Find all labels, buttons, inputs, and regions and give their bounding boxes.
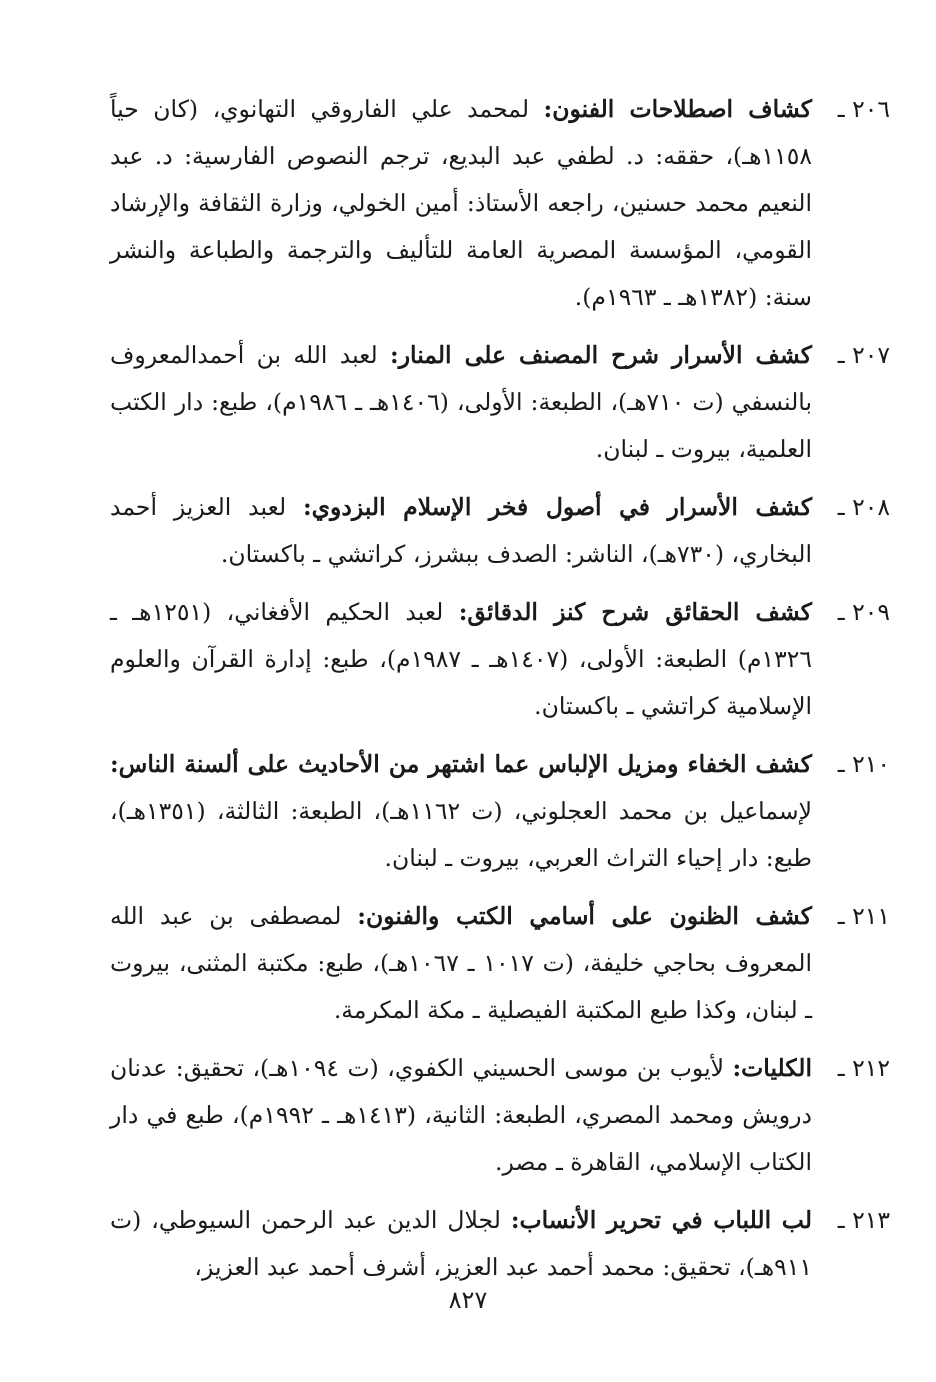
entry-body: لمصطفى بن عبد الله المعروف بحاجي خليفة، (ت ١٠١٧ ـ ١٠٦٧هـ)، طبع: مكتبة المثنى، بيروت ـ لبنان، وكذا طبع المكتبة الفيصلية ـ مكة المكرمة. — [110, 902, 812, 1024]
bibliography-entry — [110, 893, 890, 1034]
entry-number: ٢٠٩ ـ — [837, 598, 890, 626]
page-number: ٨٢٧ — [448, 1286, 488, 1314]
entry-title: كشف الأسرار شرح المصنف على المنار: — [390, 341, 812, 369]
entry-body: لعبد الحكيم الأفغاني، (١٢٥١هـ ـ ١٣٢٦م) الطبعة: الأولى، (١٤٠٧هـ ـ ١٩٨٧م)، طبع: إدارة القرآن والعلوم الإسلامية كراتشي ـ باكستان. — [110, 598, 812, 720]
entry-body: لعبد العزيز أحمد البخاري، (٧٣٠هـ)، الناشر: الصدف ببشرز، كراتشي ـ باكستان. — [110, 493, 812, 568]
bibliography-entry — [110, 332, 890, 473]
bibliography-entry — [110, 741, 890, 882]
entry-title: الكليات: — [732, 1054, 812, 1082]
entry-body: لجلال الدين عبد الرحمن السيوطي، (ت ٩١١هـ)، تحقيق: محمد أحمد عبد العزيز، أشرف أحمد عبد العزيز، — [110, 1206, 812, 1281]
entry-number: ٢٠٨ ـ — [837, 493, 890, 521]
entry-body: لأيوب بن موسى الحسيني الكفوي، (ت ١٠٩٤هـ)، تحقيق: عدنان درويش ومحمد المصري، الطبعة: الثانية، (١٤١٣هـ ـ ١٩٩٢م)، طبع في دار الكتاب الإسلامي، القاهرة ـ مصر. — [110, 1054, 812, 1176]
entry-title: كشف الأسرار في أصول فخر الإسلام البزدوي: — [302, 493, 813, 521]
bibliography-entry — [110, 1045, 890, 1186]
bibliography-entry — [110, 1197, 890, 1291]
entry-title: كشاف اصطلاحات الفنون: — [543, 95, 812, 123]
entry-body: لإسماعيل بن محمد العجلوني، (ت ١١٦٢هـ)، الطبعة: الثالثة، (١٣٥١هـ)، طبع: دار إحياء التراث العربي، بيروت ـ لبنان. — [110, 797, 812, 872]
entry-number: ٢١٣ ـ — [837, 1206, 890, 1234]
entry-title: كشف الحقائق شرح كنز الدقائق: — [458, 598, 812, 626]
entry-number: ٢٠٧ ـ — [837, 341, 890, 369]
entry-number: ٢١٢ ـ — [837, 1054, 890, 1082]
entry-number: ٢٠٦ ـ — [837, 95, 890, 123]
entry-title: لب اللباب في تحرير الأنساب: — [510, 1206, 813, 1234]
bibliography-entry — [110, 86, 890, 321]
bibliography-entry — [110, 484, 890, 578]
bibliography-list — [110, 86, 890, 1291]
entry-number: ٢١١ ـ — [837, 902, 890, 930]
entry-body: لعبد الله بن أحمدالمعروف بالنسفي (ت ٧١٠هـ)، الطبعة: الأولى، (١٤٠٦هـ ـ ١٩٨٦م)، طبع: دار الكتب العلمية، بيروت ـ لبنان. — [110, 341, 813, 463]
entry-body: لمحمد علي الفاروقي التهانوي، (كان حياً ١١٥٨هـ)، حققه: د. لطفي عبد البديع، ترجم النصوص الفارسية: د. عبد النعيم محمد حسنين، راجعه الأستاذ: أمين الخولي، وزارة الثقافة والإرشاد القومي، المؤسسة المصرية العامة للتأليف والترجمة والطباعة والنشر سنة: (١٣٨٢هـ ـ ١٩٦٣م). — [110, 95, 812, 311]
entry-number: ٢١٠ ـ — [837, 750, 890, 778]
entry-title: كشف الظنون على أسامي الكتب والفنون: — [357, 902, 812, 930]
entry-title: كشف الخفاء ومزيل الإلباس عما اشتهر من الأحاديث على ألسنة الناس: — [110, 750, 812, 778]
bibliography-entry — [110, 589, 890, 730]
